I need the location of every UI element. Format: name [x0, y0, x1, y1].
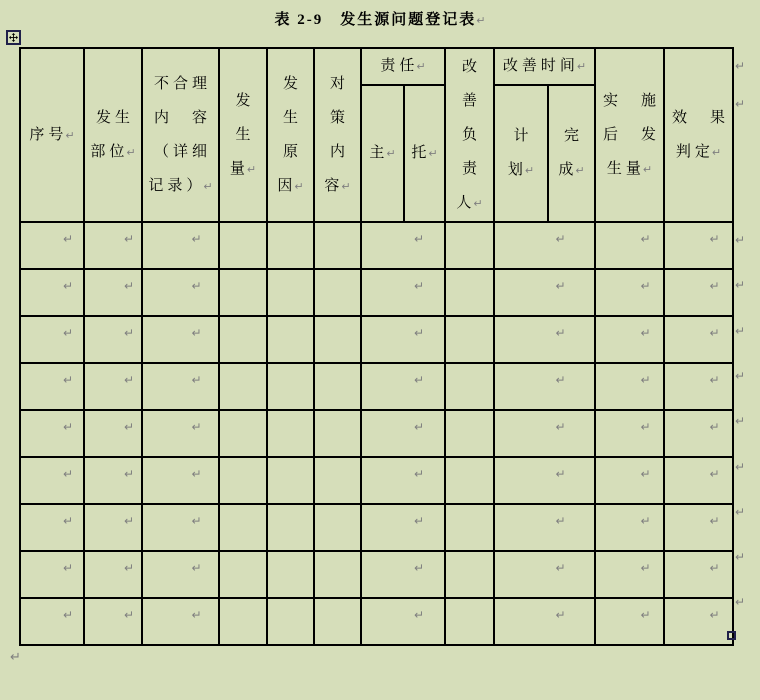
body-cell[interactable]	[20, 551, 84, 598]
body-cell[interactable]	[20, 363, 84, 410]
pilcrow-icon: ↵	[413, 279, 425, 293]
body-cell[interactable]	[20, 269, 84, 316]
body-cell[interactable]	[219, 363, 267, 410]
header-label: 内 容	[153, 109, 211, 126]
body-cell[interactable]	[84, 551, 142, 598]
body-cell[interactable]	[494, 504, 595, 551]
body-cell[interactable]	[361, 551, 445, 598]
pilcrow-icon: ↵	[640, 232, 651, 246]
pilcrow-icon: ↵	[123, 373, 135, 387]
pilcrow-icon: ↵	[640, 279, 651, 293]
header-label: 主	[369, 145, 389, 161]
pilcrow-icon: ↵	[294, 179, 304, 193]
body-cell[interactable]	[267, 457, 314, 504]
body-cell[interactable]	[494, 363, 595, 410]
pilcrow-icon: ↵	[416, 60, 426, 73]
header-cell-occurrence-cause[interactable]	[267, 48, 314, 222]
body-cell[interactable]	[84, 363, 142, 410]
body-cell[interactable]	[219, 504, 267, 551]
pilcrow-icon: ↵	[62, 467, 74, 481]
pilcrow-icon: ↵	[555, 420, 566, 434]
pilcrow-icon: ↵	[62, 608, 74, 622]
pilcrow-icon: ↵	[642, 162, 653, 176]
body-cell[interactable]	[445, 222, 494, 269]
body-cell[interactable]	[361, 504, 445, 551]
body-cell[interactable]	[445, 363, 494, 410]
body-cell[interactable]	[494, 269, 595, 316]
body-cell[interactable]	[267, 269, 314, 316]
pilcrow-icon: ↵	[191, 608, 202, 622]
body-cell[interactable]	[445, 410, 494, 457]
header-label: 记录）	[148, 177, 206, 194]
body-cell[interactable]	[664, 457, 733, 504]
pilcrow-icon: ↵	[413, 561, 425, 575]
pilcrow-icon: ↵	[191, 514, 202, 528]
pilcrow-icon: ↵	[735, 368, 746, 383]
move-icon	[9, 33, 18, 42]
header-label: 判定	[675, 143, 714, 160]
pilcrow-icon: ↵	[123, 420, 135, 434]
header-label: 不合理	[153, 75, 211, 92]
pilcrow-icon: ↵	[123, 326, 135, 340]
table-row	[20, 598, 733, 645]
pilcrow-icon: ↵	[555, 232, 566, 246]
header-label: 因	[277, 177, 297, 194]
pilcrow-icon: ↵	[735, 459, 746, 474]
body-cell[interactable]	[219, 222, 267, 269]
header-cell-complete[interactable]	[548, 85, 595, 222]
body-cell[interactable]	[445, 457, 494, 504]
header-label: 部位	[90, 143, 129, 160]
body-cell[interactable]	[595, 551, 664, 598]
pilcrow-icon: ↵	[191, 232, 202, 246]
pilcrow-icon: ↵	[191, 326, 202, 340]
pilcrow-icon: ↵	[413, 420, 425, 434]
pilcrow-icon: ↵	[555, 514, 566, 528]
body-cell[interactable]	[142, 363, 219, 410]
pilcrow-icon: ↵	[555, 279, 566, 293]
body-cell[interactable]	[314, 316, 361, 363]
header-cell-plan[interactable]	[494, 85, 548, 222]
body-cell[interactable]	[142, 457, 219, 504]
header-label: 策	[329, 109, 349, 126]
header-label: 负	[462, 126, 482, 143]
table-row	[20, 316, 733, 363]
table-row	[20, 410, 733, 457]
body-cell[interactable]	[267, 410, 314, 457]
pilcrow-icon: ↵	[709, 420, 720, 434]
header-cell-effect-judgment[interactable]	[664, 48, 733, 222]
pilcrow-icon: ↵	[555, 608, 566, 622]
pilcrow-icon: ↵	[191, 279, 202, 293]
pilcrow-icon: ↵	[735, 233, 746, 247]
header-cell-improvement-owner[interactable]	[445, 48, 494, 222]
pilcrow-icon: ↵	[555, 326, 566, 340]
body-cell[interactable]	[445, 269, 494, 316]
pilcrow-icon: ↵	[191, 373, 202, 387]
body-cell[interactable]	[445, 504, 494, 551]
body-cell[interactable]	[267, 551, 314, 598]
header-label: 对	[329, 75, 349, 92]
pilcrow-icon: ↵	[709, 326, 720, 340]
header-label: 人	[456, 194, 476, 211]
pilcrow-icon: ↵	[576, 60, 587, 73]
pilcrow-icon: ↵	[413, 608, 425, 622]
table-row	[20, 222, 733, 269]
header-cell-improvement-time[interactable]	[494, 48, 595, 85]
table-row	[20, 457, 733, 504]
header-label: 生	[235, 126, 255, 143]
body-cell[interactable]	[20, 222, 84, 269]
body-cell[interactable]	[595, 410, 664, 457]
body-cell[interactable]	[267, 222, 314, 269]
table-row	[20, 551, 733, 598]
body-cell[interactable]	[219, 598, 267, 645]
body-cell[interactable]	[219, 269, 267, 316]
pilcrow-icon: ↵	[62, 279, 74, 293]
pilcrow-icon: ↵	[62, 326, 74, 340]
header-cell-countermeasure-content[interactable]	[314, 48, 361, 222]
header-label: （详细	[153, 143, 211, 160]
pilcrow-icon: ↵	[735, 59, 746, 73]
pilcrow-icon: ↵	[735, 278, 746, 293]
header-label: 改善时间	[502, 58, 579, 74]
body-cell[interactable]	[361, 269, 445, 316]
pilcrow-icon: ↵	[735, 323, 746, 338]
body-cell[interactable]	[314, 551, 361, 598]
header-label: 托	[411, 145, 431, 161]
header-cell-occurrence-amount[interactable]	[219, 48, 267, 222]
body-cell[interactable]	[20, 457, 84, 504]
header-label: 改	[462, 58, 482, 75]
body-cell[interactable]	[84, 410, 142, 457]
pilcrow-icon: ↵	[640, 467, 651, 481]
pilcrow-icon: ↵	[640, 608, 651, 622]
pilcrow-icon: ↵	[413, 467, 425, 481]
body-cell[interactable]	[595, 598, 664, 645]
body-cell[interactable]	[494, 551, 595, 598]
body-cell[interactable]	[595, 457, 664, 504]
body-cell[interactable]	[494, 457, 595, 504]
header-label: 序号	[29, 126, 68, 143]
body-cell[interactable]	[20, 410, 84, 457]
body-cell[interactable]	[664, 598, 733, 645]
header-cell-responsibility-main[interactable]	[361, 85, 404, 222]
pilcrow-icon: ↵	[191, 561, 202, 575]
table-title[interactable]: 表 2-9 发生源问题登记表	[274, 12, 477, 28]
body-cell[interactable]	[595, 222, 664, 269]
title-line	[0, 11, 760, 30]
header-label: 划	[507, 162, 527, 178]
body-cell[interactable]	[84, 598, 142, 645]
body-cell[interactable]	[361, 410, 445, 457]
body-cell[interactable]	[219, 316, 267, 363]
body-cell[interactable]	[142, 222, 219, 269]
pilcrow-icon: ↵	[126, 145, 136, 159]
pilcrow-icon: ↵	[65, 128, 75, 142]
body-cell[interactable]	[142, 269, 219, 316]
pilcrow-icon: ↵	[413, 326, 425, 340]
header-cell-post-implementation-amount[interactable]	[595, 48, 664, 222]
header-cell-serial-number[interactable]	[20, 48, 84, 222]
header-label: 责任	[380, 58, 419, 74]
body-cell[interactable]	[142, 504, 219, 551]
pilcrow-icon: ↵	[575, 164, 585, 177]
header-label: 成	[558, 162, 578, 178]
body-cell[interactable]	[142, 410, 219, 457]
body-cell[interactable]	[314, 504, 361, 551]
pilcrow-icon: ↵	[709, 279, 720, 293]
pilcrow-icon: ↵	[524, 164, 535, 177]
body-cell[interactable]	[84, 504, 142, 551]
pilcrow-icon: ↵	[62, 561, 74, 575]
body-cell[interactable]	[595, 504, 664, 551]
body-cell[interactable]	[494, 316, 595, 363]
header-label: 生量	[606, 160, 645, 177]
body-cell[interactable]	[361, 222, 445, 269]
table-move-handle[interactable]	[6, 30, 21, 45]
pilcrow-icon: ↵	[735, 504, 746, 519]
pilcrow-icon: ↵	[413, 232, 425, 246]
pilcrow-icon: ↵	[191, 420, 202, 434]
pilcrow-icon: ↵	[640, 514, 651, 528]
body-cell[interactable]	[445, 598, 494, 645]
header-label: 发	[282, 75, 302, 92]
pilcrow-icon: ↵	[711, 145, 722, 159]
body-cell[interactable]	[314, 410, 361, 457]
header-label: 内	[329, 143, 349, 160]
pilcrow-icon: ↵	[709, 561, 720, 575]
body-cell[interactable]	[494, 222, 595, 269]
header-label: 发	[235, 92, 255, 109]
body-cell[interactable]	[20, 598, 84, 645]
pilcrow-icon: ↵	[191, 467, 202, 481]
body-cell[interactable]	[219, 410, 267, 457]
pilcrow-icon: ↵	[123, 467, 135, 481]
body-cell[interactable]	[445, 316, 494, 363]
body-cell[interactable]	[494, 410, 595, 457]
body-cell[interactable]	[20, 504, 84, 551]
header-label: 发生	[95, 109, 134, 126]
table-row	[20, 269, 733, 316]
pilcrow-icon: ↵	[203, 179, 213, 193]
body-cell[interactable]	[595, 269, 664, 316]
body-cell[interactable]	[267, 504, 314, 551]
pilcrow-icon: ↵	[735, 97, 746, 111]
pilcrow-icon: ↵	[555, 373, 566, 387]
pilcrow-icon: ↵	[10, 650, 21, 665]
pilcrow-icon: ↵	[62, 232, 74, 246]
pilcrow-icon: ↵	[640, 373, 651, 387]
body-cell[interactable]	[142, 316, 219, 363]
registration-table	[19, 47, 734, 646]
pilcrow-icon: ↵	[735, 595, 746, 610]
pilcrow-icon: ↵	[709, 514, 720, 528]
body-cell[interactable]	[20, 316, 84, 363]
header-label: 善	[462, 92, 482, 109]
pilcrow-icon: ↵	[428, 147, 438, 160]
pilcrow-icon: ↵	[709, 232, 720, 246]
pilcrow-icon: ↵	[246, 162, 257, 176]
body-cell[interactable]	[595, 363, 664, 410]
body-cell[interactable]	[142, 598, 219, 645]
pilcrow-icon: ↵	[476, 14, 486, 27]
header-label: 量	[229, 160, 249, 177]
header-cell-responsibility[interactable]	[361, 48, 445, 85]
pilcrow-icon: ↵	[413, 514, 425, 528]
body-cell[interactable]	[664, 504, 733, 551]
body-cell[interactable]	[664, 410, 733, 457]
pilcrow-icon: ↵	[709, 373, 720, 387]
pilcrow-icon: ↵	[123, 561, 135, 575]
body-cell[interactable]	[267, 316, 314, 363]
header-label: 实 施	[603, 92, 661, 109]
pilcrow-icon: ↵	[735, 550, 746, 565]
body-cell[interactable]	[314, 222, 361, 269]
pilcrow-icon: ↵	[341, 179, 351, 193]
body-cell[interactable]	[314, 457, 361, 504]
pilcrow-icon: ↵	[123, 232, 135, 246]
pilcrow-icon: ↵	[640, 420, 651, 434]
pilcrow-icon: ↵	[709, 608, 720, 622]
pilcrow-icon: ↵	[386, 147, 396, 160]
body-cell[interactable]	[494, 598, 595, 645]
pilcrow-icon: ↵	[473, 196, 483, 210]
table-row	[20, 504, 733, 551]
table-resize-handle[interactable]	[727, 631, 736, 640]
header-label: 后 发	[603, 126, 661, 143]
header-cell-occurrence-location[interactable]	[84, 48, 142, 222]
pilcrow-icon: ↵	[123, 608, 135, 622]
pilcrow-icon: ↵	[555, 561, 566, 575]
header-label: 效 果	[672, 109, 730, 126]
body-cell[interactable]	[664, 551, 733, 598]
header-label: 容	[324, 177, 344, 194]
body-cell[interactable]	[267, 363, 314, 410]
body-cell[interactable]	[595, 316, 664, 363]
pilcrow-icon: ↵	[555, 467, 566, 481]
body-cell[interactable]	[314, 269, 361, 316]
body-cell[interactable]	[361, 457, 445, 504]
header-label: 计	[513, 128, 533, 144]
body-cell[interactable]	[445, 551, 494, 598]
pilcrow-icon: ↵	[413, 373, 425, 387]
header-label: 原	[282, 143, 302, 160]
header-label: 生	[282, 109, 302, 126]
pilcrow-icon: ↵	[709, 467, 720, 481]
body-cell[interactable]	[361, 598, 445, 645]
body-cell[interactable]	[361, 363, 445, 410]
header-label: 完	[564, 128, 584, 144]
body-cell[interactable]	[142, 551, 219, 598]
pilcrow-icon: ↵	[62, 373, 74, 387]
pilcrow-icon: ↵	[640, 326, 651, 340]
body-cell[interactable]	[84, 269, 142, 316]
body-cell[interactable]	[84, 316, 142, 363]
body-cell[interactable]	[664, 316, 733, 363]
body-cell[interactable]	[664, 222, 733, 269]
body-cell[interactable]	[664, 363, 733, 410]
body-cell[interactable]	[314, 363, 361, 410]
header-label: 责	[462, 160, 482, 177]
body-cell[interactable]	[361, 316, 445, 363]
body-cell[interactable]	[219, 457, 267, 504]
body-cell[interactable]	[219, 551, 267, 598]
body-cell[interactable]	[314, 598, 361, 645]
body-cell[interactable]	[664, 269, 733, 316]
pilcrow-icon: ↵	[123, 514, 135, 528]
table-row	[20, 363, 733, 410]
header-cell-responsibility-entrusted[interactable]	[404, 85, 445, 222]
body-cell[interactable]	[84, 457, 142, 504]
pilcrow-icon: ↵	[123, 279, 135, 293]
body-cell[interactable]	[84, 222, 142, 269]
pilcrow-icon: ↵	[640, 561, 651, 575]
body-cell[interactable]	[267, 598, 314, 645]
pilcrow-icon: ↵	[735, 414, 746, 429]
header-cell-unreasonable-content[interactable]	[142, 48, 219, 222]
pilcrow-icon: ↵	[62, 420, 74, 434]
pilcrow-icon: ↵	[62, 514, 74, 528]
